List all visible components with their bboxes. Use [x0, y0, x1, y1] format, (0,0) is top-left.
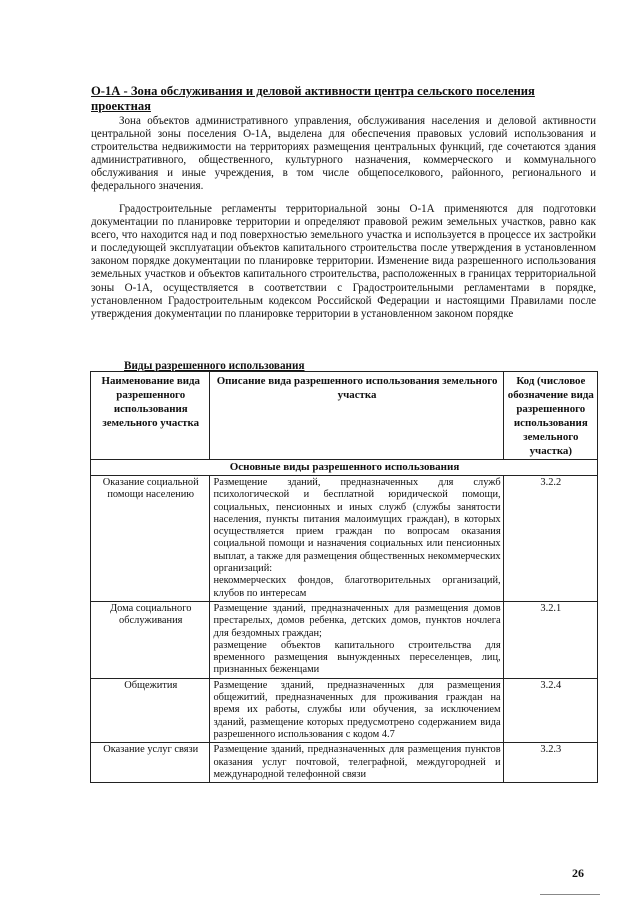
description-line: размещение объектов капитального строительства для временного размещения вынужденных переселенцев, лиц, признанных беженцами [213, 639, 501, 676]
header-code: Код (числовое обозначение вида разрешенного использования земельного участка) [503, 372, 597, 460]
description-line: Размещение зданий, предназначенных для служб психологической и бесплатной юридической помощи, социальных, пенсионных и иных служб (службы занятости населения, пункты питания малоимущих граждан), в которых осуществляется прием граждан по вопросам оказания социальной помощи и назначения социальных или пенсионных выплат, а также для размещения общественных некоммерческих организаций: [213, 477, 501, 575]
use-name-cell: Дома социального обслуживания [91, 601, 210, 678]
use-description-cell [210, 601, 503, 678]
header-name: Наименование вида разрешенного использования земельного участка [91, 372, 210, 460]
regulations-paragraph: Градостроительные регламенты территориальной зоны О-1А применяются для подготовки документации по планировке территории и определяют правовой режим земельных участков, равно как всего, что находится над и под поверхностью земельного участка и используется в процессе их застройки и последующей эксплуатации объектов капитального строительства после утверждения в установленном законом порядке документации по планировке территории. Изменение вида разрешенного использования земельных участков и объектов капитального строительства, расположенных в границах территориальной зоны О-1А, осуществляется в соответствии с Градостроительными регламентами в порядке, установленном Градостроительным кодексом Российской Федерации и настоящими Правилами после утверждения документации по планировке территории в установленном законом порядке [91, 203, 596, 320]
use-code-cell: 3.2.2 [503, 476, 597, 602]
table-row [91, 678, 598, 742]
permitted-use-table [90, 371, 598, 783]
use-description-cell [210, 476, 503, 602]
use-code-cell: 3.2.3 [503, 743, 597, 783]
section-title: Основные виды разрешенного использования [91, 460, 598, 476]
use-name-cell: Общежития [91, 678, 210, 742]
table-row [91, 743, 598, 783]
use-name-cell: Оказание услуг связи [91, 743, 210, 783]
table-row [91, 601, 598, 678]
page-number: 26 [572, 866, 584, 880]
table-header-row [91, 372, 598, 460]
use-description-cell [210, 678, 503, 742]
header-description: Описание вида разрешенного использования земельного участка [210, 372, 503, 460]
footer-rule [540, 894, 600, 895]
section-row [91, 460, 598, 476]
table-row [91, 476, 598, 602]
description-line: Размещение зданий, предназначенных для размещения пунктов оказания услуг почтовой, телеграфной, междугородней и международной телефонной связи [213, 744, 501, 780]
use-code-cell: 3.2.4 [503, 678, 597, 742]
table-caption: Виды разрешенного использования [124, 360, 305, 372]
description-line: Размещение зданий, предназначенных для размещения общежитий, предназначенных для проживания граждан на время их работы, службы или обучения, за исключением зданий, размещение которых предусмотрено содержанием вида разрешенного использования с кодом 4.7 [213, 679, 501, 740]
description-line: некоммерческих фондов, благотворительных организаций, клубов по интересам [213, 575, 501, 599]
zone-title: О-1А - Зона обслуживания и деловой активности центра сельского поселения проектная [91, 84, 535, 113]
use-name-cell: Оказание социальной помощи населению [91, 476, 210, 602]
intro-paragraph: Зона объектов административного управления, обслуживания населения и деловой активности центральной зоны поселения О-1А, выделена для обеспечения правовых условий использования и строительства недвижимости на территориях размещения центральных функций, где сочетаются здания административного, общественного, культурного назначения, коммерческого и коммунального обслуживания и иные учреждения, в том числе общепоселкового, районного, регионального и федерального значения. [91, 115, 596, 193]
use-description-cell [210, 743, 503, 783]
use-code-cell: 3.2.1 [503, 601, 597, 678]
description-line: Размещение зданий, предназначенных для размещения домов престарелых, домов ребенка, детских домов, пунктов ночлега для бездомных граждан; [213, 602, 501, 639]
